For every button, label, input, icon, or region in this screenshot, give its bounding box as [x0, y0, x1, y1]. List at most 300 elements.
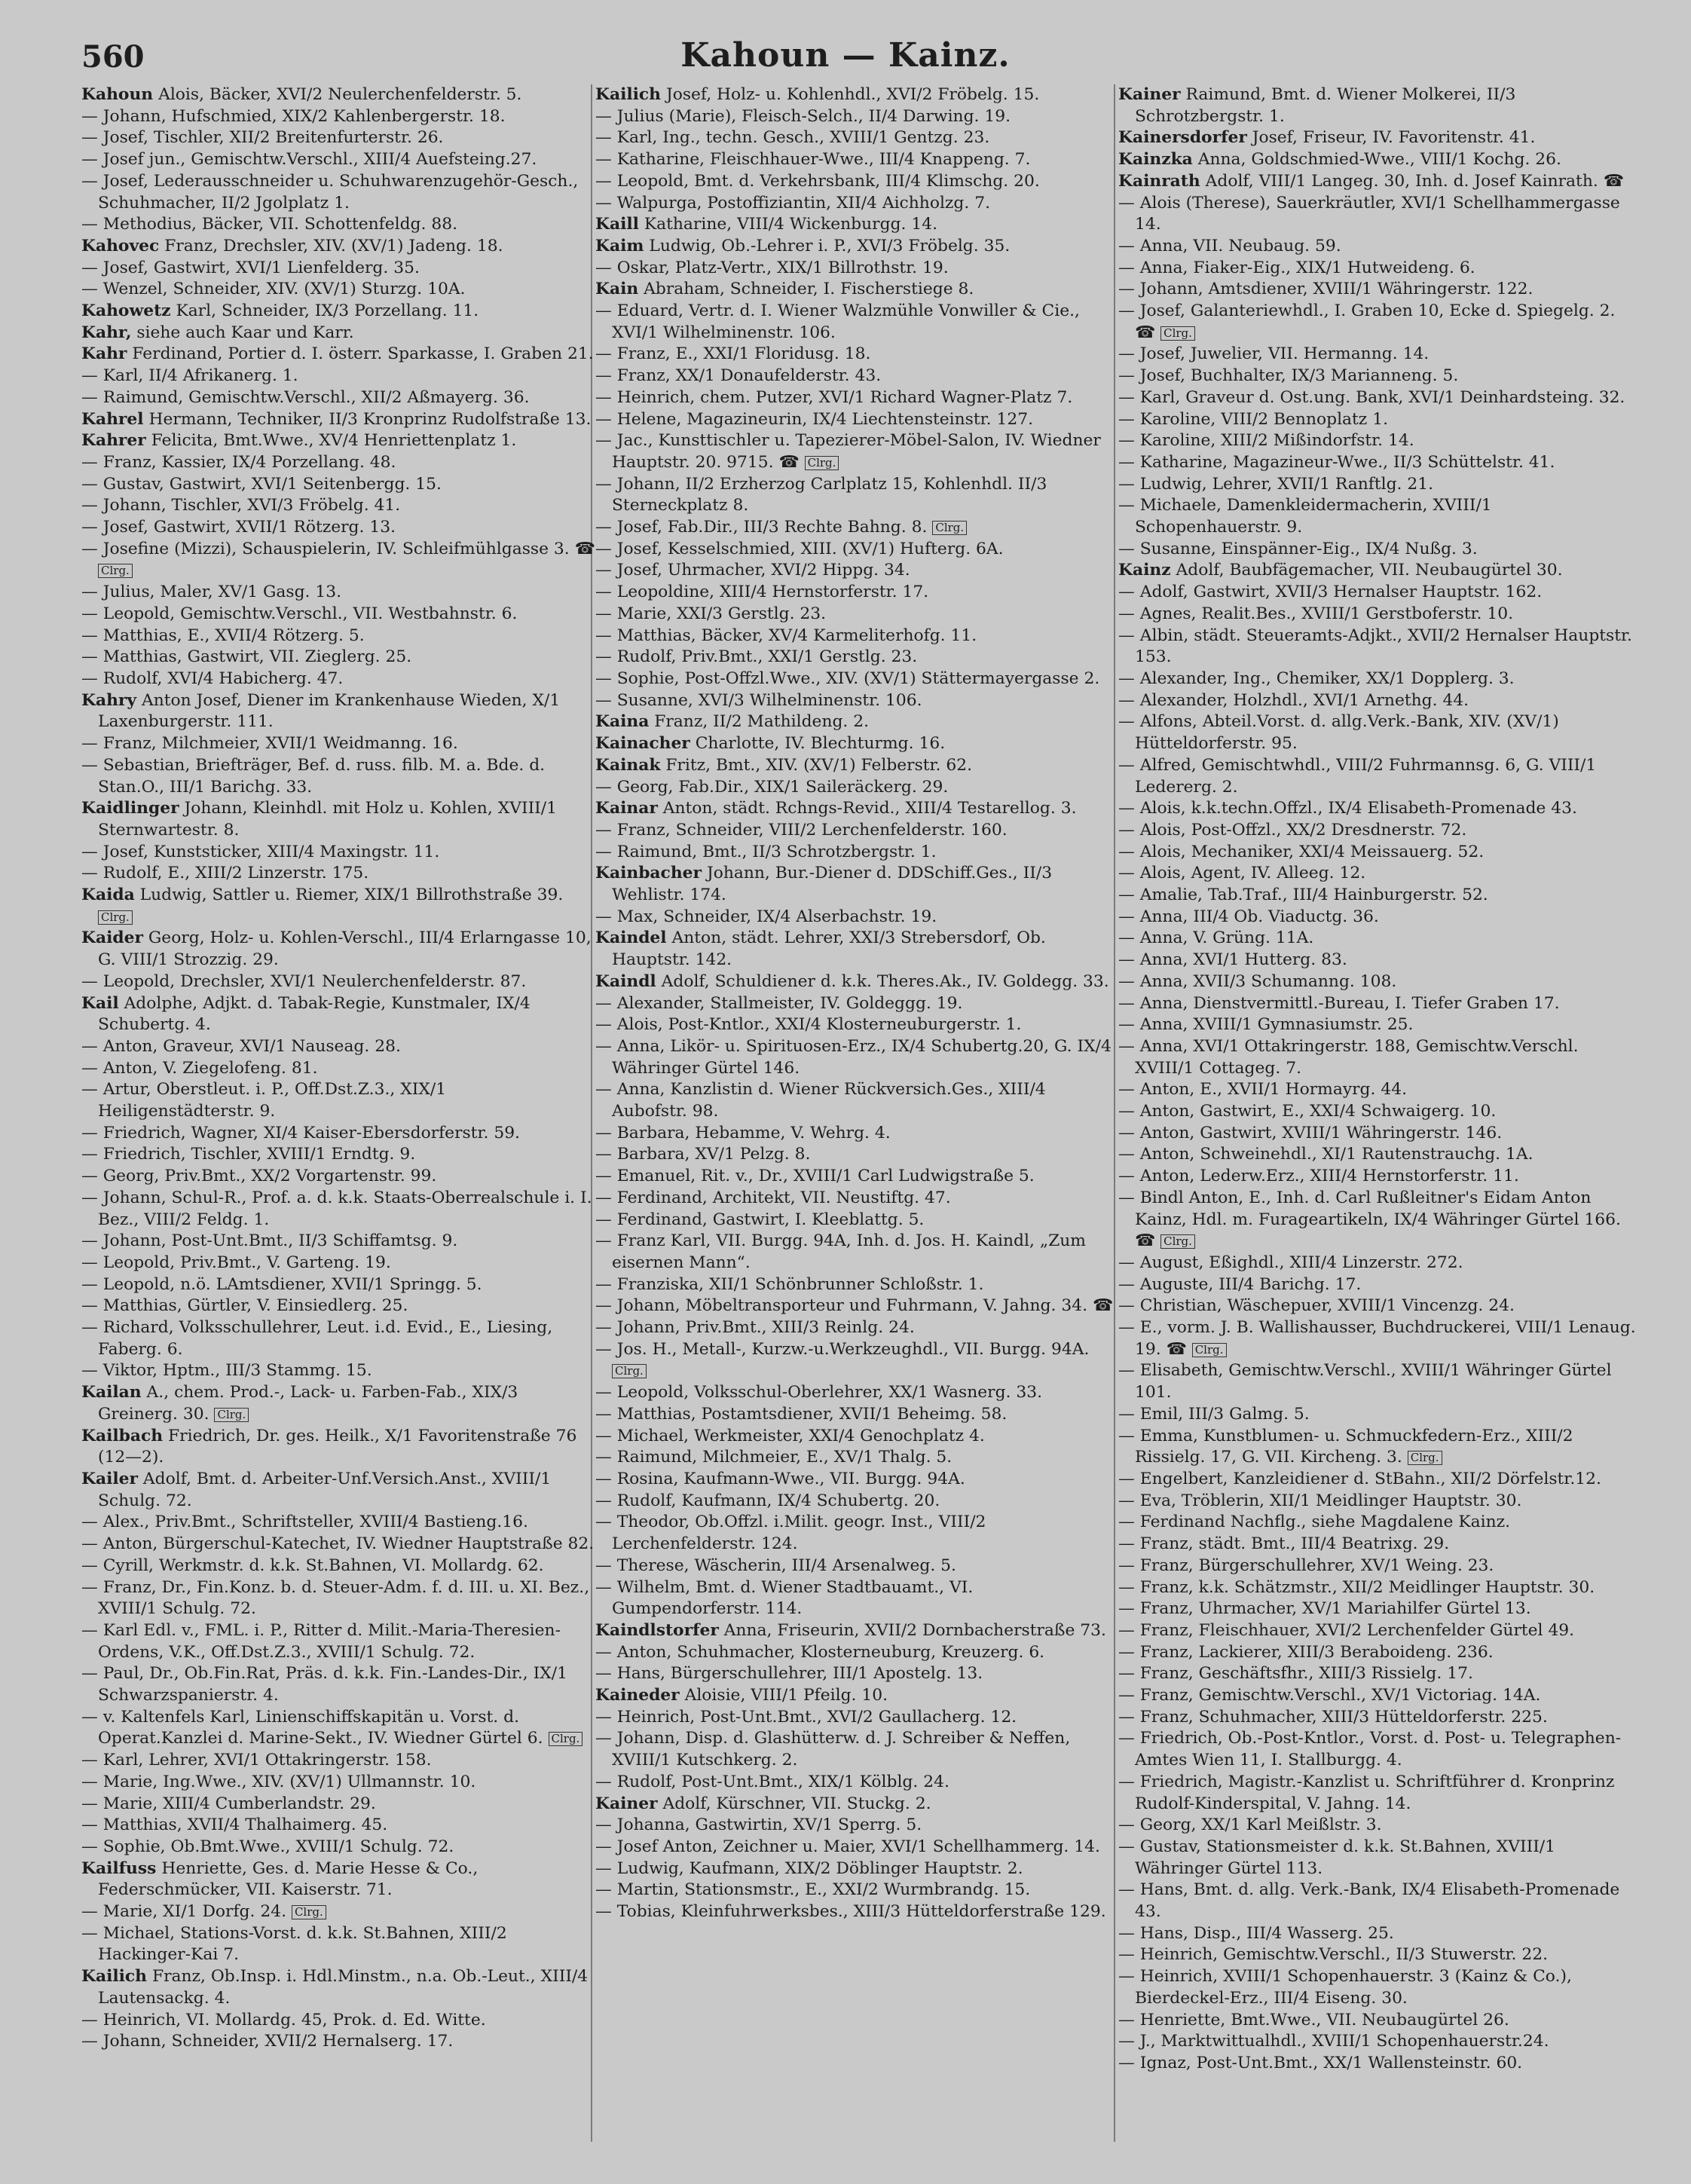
entry-surname: Kaill [595, 215, 639, 234]
entry-text: — Anton, E., XVII/1 Hormayrg. 44. [1118, 1080, 1408, 1100]
directory-entry [595, 127, 1115, 149]
entry-surname: Kainz [1118, 561, 1171, 580]
directory-entry [1118, 885, 1638, 907]
entry-text: — Anna, Kanzlistin d. Wiener Rückversich.Ges., XIII/4 Aubofstr. 98. [595, 1080, 1046, 1121]
entry-surname: Kainak [595, 755, 661, 775]
entry-text: — Agnes, Realit.Bes., XVIII/1 Gerstboferstr. 10. [1118, 604, 1514, 623]
entry-text: Ferdinand, Portier d. I. österr. Sparkasse, I. Graben 21. [127, 344, 594, 364]
entry-text: — Helene, Magazineurin, IX/4 Liechtensteinstr. 127. [595, 409, 1034, 429]
entry-surname: Kainer [595, 1794, 658, 1813]
directory-entry [81, 1750, 601, 1772]
entry-text: — Josef jun., Gemischtw.Verschl., XIII/4 Auefsteing.27. [81, 150, 537, 170]
directory-entry [595, 1837, 1115, 1858]
directory-entry [1118, 1663, 1638, 1685]
directory-entry [1118, 1944, 1638, 1966]
entry-surname: Kaineder [595, 1686, 680, 1705]
directory-entry [595, 1123, 1115, 1145]
entry-text: — Michael, Stations-Vorst. d. k.k. St.Bahnen, XIII/2 Hackinger-Kai 7. [81, 1923, 507, 1965]
directory-entry [595, 1317, 1115, 1339]
registered-badge: Clrg. [214, 1408, 249, 1422]
entry-text: — Michaele, Damenkleidermacherin, XVIII/1 Schopenhauerstr. 9. [1118, 496, 1492, 537]
directory-entry [1118, 1491, 1638, 1513]
directory-entry [81, 1901, 601, 1923]
telephone-icon: ☎ [569, 539, 595, 558]
entry-text: — Alois, Post-Kntlor., XXI/4 Klosterneuburgerstr. 1. [595, 1015, 1022, 1035]
directory-entry [595, 1815, 1115, 1837]
entry-text: — August, Eßighdl., XIII/4 Linzerstr. 272. [1118, 1253, 1463, 1272]
entry-surname: Kahovec [81, 236, 160, 255]
directory-entry [81, 690, 601, 733]
entry-surname: Kail [81, 993, 119, 1013]
entry-text: Franz, Ob.Insp. i. Hdl.Minstm., n.a. Ob.-Leut., XIII/4 Lautensackg. 4. [98, 1967, 589, 2008]
directory-entry [1118, 452, 1638, 474]
directory-entry [595, 279, 1115, 301]
directory-entry [1118, 258, 1638, 280]
directory-entry [81, 1188, 601, 1231]
directory-entry [81, 214, 601, 236]
entry-text: Katharine, VIII/4 Wickenburgg. 14. [638, 215, 938, 234]
entry-text: — Johann, Amtsdiener, XVIII/1 Währingerstr. 122. [1118, 280, 1534, 299]
entry-text: Johann, Kleinhdl. mit Holz u. Kohlen, XVIII/1 Sternwartestr. 8. [98, 799, 557, 840]
directory-entry [1118, 236, 1638, 258]
entry-text: — Josef, Uhrmacher, XVI/2 Hippg. 34. [595, 561, 910, 580]
entry-text: Felicita, Bmt.Wwe., XV/4 Henriettenplatz 1. [145, 431, 517, 451]
entry-text: — Sebastian, Briefträger, Bef. d. russ. filb. M. a. Bde. d. Stan.O., III/1 Barichg. 33. [81, 755, 546, 797]
entry-text: — Anton, Gastwirt, XVIII/1 Währingerstr. 146. [1118, 1123, 1503, 1142]
entry-surname: Kaindlstorfer [595, 1620, 719, 1640]
entry-text: — Anton, Schuhmacher, Klosterneuburg, Kreuzerg. 6. [595, 1642, 1045, 1662]
directory-entry [595, 1188, 1115, 1210]
directory-entry [81, 106, 601, 128]
entry-surname: Kainrath [1118, 171, 1200, 191]
entry-text: — Josef, Kesselschmied, XIII. (XV/1) Hufterg. 6A. [595, 539, 1004, 558]
entry-text: — Heinrich, Post-Unt.Bmt., XVI/2 Gaullacherg. 12. [595, 1707, 1017, 1727]
entry-text: — Heinrich, chem. Putzer, XVI/1 Richard Wagner-Platz 7. [595, 387, 1073, 407]
directory-entry [1118, 1620, 1638, 1642]
entry-text: — Marie, XIII/4 Cumberlandstr. 29. [81, 1794, 376, 1813]
directory-entry [81, 1058, 601, 1080]
directory-entry [595, 647, 1115, 668]
directory-entry [595, 1210, 1115, 1231]
entry-text: — Jac., Kunsttischler u. Tapezierer-Möbel-Salon, IV. Wiedner Hauptstr. 20. 9715. [595, 431, 1101, 472]
entry-text: — Karl, Ing., techn. Gesch., XVIII/1 Gentzg. 23. [595, 128, 990, 148]
directory-entry [595, 193, 1115, 215]
entry-text: — Leopold, Volksschul-Oberlehrer, XX/1 Wasnerg. 33. [595, 1383, 1043, 1402]
entry-text: — Emma, Kunstblumen- u. Schmuckfedern-Erz., XIII/2 Rissielg. 17, G. VII. Kircheng. 3. [1118, 1426, 1573, 1467]
entry-text: Georg, Holz- u. Kohlen-Verschl., III/4 Erlarngasse 10, G. VIII/1 Strozzig. 29. [98, 928, 592, 970]
directory-entry [595, 1707, 1115, 1729]
entry-text: — Friedrich, Wagner, XI/4 Kaiser-Ebersdorferstr. 59. [81, 1123, 520, 1142]
entry-text: — Methodius, Bäcker, VII. Schottenfeldg. 88. [81, 215, 458, 234]
directory-entry [81, 2031, 601, 2053]
entry-surname: Kainer [1118, 85, 1181, 104]
entry-text: — Anna, Likör- u. Spirituosen-Erz., IX/4 Schubertg.20, G. IX/4 Währinger Gürtel 146. [595, 1036, 1112, 1078]
entry-text: — Ludwig, Kaufmann, XIX/2 Döblinger Hauptstr. 2. [595, 1858, 1023, 1878]
entry-text: — Johann, Tischler, XVI/3 Fröbelg. 41. [81, 496, 401, 515]
entry-text: — Matthias, Gürtler, V. Einsiedlerg. 25. [81, 1296, 408, 1316]
entry-text: — Alois, Agent, IV. Alleeg. 12. [1118, 864, 1366, 883]
directory-entry [1118, 1707, 1638, 1729]
directory-entry [1118, 626, 1638, 668]
entry-text: — Sophie, Ob.Bmt.Wwe., XVIII/1 Schulg. 72. [81, 1837, 454, 1856]
directory-entry [1118, 2031, 1638, 2053]
directory-entry [81, 647, 601, 668]
entry-text: — Susanne, XVI/3 Wilhelminenstr. 106. [595, 690, 922, 710]
entry-surname: Kahry [81, 690, 137, 710]
entry-text: — Leopold, Drechsler, XVI/1 Neulerchenfelderstr. 87. [81, 971, 527, 991]
directory-entry [81, 258, 601, 280]
directory-entry [595, 820, 1115, 842]
directory-entry [595, 777, 1115, 799]
directory-entry [595, 387, 1115, 409]
directory-entry [81, 798, 601, 841]
entry-text: — Matthias, Postamtsdiener, XVII/1 Beheimg. 58. [595, 1404, 1008, 1424]
entry-text: — Wenzel, Schneider, XIV. (XV/1) Sturzg. 10A. [81, 280, 466, 299]
entry-text: — Cyrill, Werkmstr. d. k.k. St.Bahnen, VI. Mollardg. 62. [81, 1555, 544, 1575]
entry-text: — Karl, II/4 Afrikanerg. 1. [81, 366, 298, 386]
directory-entry [1118, 798, 1638, 820]
entry-text: — Franz, E., XXI/1 Floridusg. 18. [595, 344, 871, 364]
entry-surname: Kahr, [81, 323, 132, 342]
entry-text: — Josef, Gastwirt, XVII/1 Rötzerg. 13. [81, 518, 396, 537]
entry-text: — Rudolf, Kaufmann, IX/4 Schubertg. 20. [595, 1491, 940, 1510]
entry-text: — Matthias, E., XVII/4 Rötzerg. 5. [81, 626, 365, 645]
entry-text: — Josef, Buchhalter, IX/3 Marianneng. 5. [1118, 366, 1459, 386]
entry-text: — Leopold, n.ö. LAmtsdiener, XVII/1 Springg. 5. [81, 1274, 482, 1294]
directory-entry [81, 1231, 601, 1253]
directory-entry [1118, 1426, 1638, 1469]
entry-text: — Jos. H., Metall-, Kurzw.-u.Werkzeughdl., VII. Burgg. 94A. [595, 1339, 1090, 1359]
directory-entry [81, 1253, 601, 1274]
entry-text: — Matthias, Gastwirt, VII. Zieglerg. 25. [81, 647, 412, 667]
directory-entry [1118, 1555, 1638, 1577]
directory-entry [595, 214, 1115, 236]
entry-text: — Josef, Juwelier, VII. Hermanng. 14. [1118, 344, 1430, 364]
entry-text: — Anton, Graveur, XVI/1 Nauseag. 28. [81, 1036, 401, 1056]
entry-text: — Alex., Priv.Bmt., Schriftsteller, XVIII/4 Bastieng.16. [81, 1513, 528, 1532]
telephone-icon: ☎ [773, 452, 800, 472]
directory-entry [595, 149, 1115, 171]
directory-entry [1118, 1815, 1638, 1837]
entry-surname: Kaindl [595, 971, 656, 991]
telephone-icon: ☎ [1135, 1231, 1156, 1251]
entry-text: — Anna, XVIII/1 Gymnasiumstr. 25. [1118, 1015, 1414, 1035]
entry-text: — Anton, Gastwirt, E., XXI/4 Schwaigerg. 10. [1118, 1102, 1497, 1121]
entry-surname: Kahowetz [81, 301, 171, 321]
directory-entry [595, 409, 1115, 431]
telephone-icon: ☎ [1087, 1296, 1114, 1316]
telephone-icon: ☎ [1160, 1339, 1187, 1359]
directory-entry [81, 1512, 601, 1534]
entry-text: — Josef, Galanteriewhdl., I. Graben 10, Ecke d. Spiegelg. 2. [1118, 301, 1616, 321]
entry-surname: Kain [595, 280, 639, 299]
entry-text: — Anna, Fiaker-Eig., XIX/1 Hutweideng. 6. [1118, 258, 1475, 277]
directory-entry [1118, 2010, 1638, 2032]
entry-text: — Rosina, Kaufmann-Wwe., VII. Burgg. 94A. [595, 1470, 965, 1488]
entry-text: Adolf, Schuldiener d. k.k. Theres.Ak., IV. Goldegg. 33. [656, 971, 1109, 991]
directory-entry [595, 1231, 1115, 1274]
directory-entry [595, 258, 1115, 280]
directory-entry [595, 106, 1115, 128]
entry-text: — Raimund, Bmt., II/3 Schrotzbergstr. 1. [595, 842, 937, 861]
entry-text: Adolf, Bmt. d. Arbeiter-Unf.Versich.Anst., XVIII/1 Schulg. 72. [98, 1470, 552, 1510]
directory-entry [1118, 1772, 1638, 1815]
directory-entry [595, 1728, 1115, 1771]
directory-entry [81, 885, 601, 928]
directory-entry [81, 127, 601, 149]
entry-text: — Viktor, Hptm., III/3 Stammg. 15. [81, 1361, 372, 1381]
entry-text: Hermann, Techniker, II/3 Kronprinz Rudolfstraße 13. [143, 409, 592, 429]
directory-entry [595, 430, 1115, 473]
directory-entry [81, 452, 601, 474]
directory-entry [81, 1837, 601, 1858]
directory-entry [81, 604, 601, 626]
entry-text: — Eduard, Vertr. d. I. Wiener Walzmühle Vonwiller & Cie., XVI/1 Wilhelminenstr. 106. [595, 301, 1080, 342]
directory-entry [1118, 993, 1638, 1015]
directory-entry [81, 409, 601, 431]
entry-text: — Hans, Bmt. d. allg. Verk.-Bank, IX/4 Elisabeth-Promenade 43. [1118, 1880, 1620, 1922]
directory-entry [595, 971, 1115, 993]
entry-text: — Rudolf, Priv.Bmt., XXI/1 Gerstlg. 23. [595, 647, 918, 667]
directory-entry [595, 1382, 1115, 1404]
entry-surname: Kaindel [595, 928, 667, 948]
entry-text: — Johann, Post-Unt.Bmt., II/3 Schiffamtsg. 9. [81, 1231, 458, 1251]
registered-badge: Clrg. [1160, 1234, 1195, 1249]
entry-text: — Josef, Fab.Dir., III/3 Rechte Bahng. 8. [595, 518, 928, 537]
directory-entry [595, 1555, 1115, 1577]
directory-entry [81, 1577, 601, 1620]
entry-text: — Anna, VII. Neubaug. 59. [1118, 236, 1341, 255]
directory-entry [81, 626, 601, 647]
entry-text: — Franz, Kassier, IX/4 Porzellang. 48. [81, 452, 396, 472]
entry-text: — Franz Karl, VII. Burgg. 94A, Inh. d. Jos. H. Kaindl, „Zum eisernen Mann“. [595, 1231, 1086, 1272]
entry-text: — Alexander, Ing., Chemiker, XX/1 Dopplerg. 3. [1118, 668, 1515, 688]
directory-entry [1118, 1123, 1638, 1145]
entry-text: — Johanna, Gastwirtin, XV/1 Sperrg. 5. [595, 1815, 922, 1835]
registered-badge: Clrg. [932, 521, 967, 535]
entry-surname: Kailich [595, 85, 662, 104]
entry-text: — Franz, XX/1 Donaufelderstr. 43. [595, 366, 882, 386]
entry-text: — Anna, XVI/1 Hutterg. 83. [1118, 950, 1347, 970]
directory-entry [1118, 1923, 1638, 1945]
directory-entry [1118, 149, 1638, 171]
entry-text: Anna, Goldschmied-Wwe., VIII/1 Kochg. 26. [1192, 150, 1561, 170]
entry-text: — Heinrich, VI. Mollardg. 45, Prok. d. Ed. Witte. [81, 2010, 486, 2030]
entry-text: — Franz, Uhrmacher, XV/1 Mariahilfer Gürtel 13. [1118, 1599, 1531, 1619]
entry-text: — Karl Edl. v., FML. i. P., Ritter d. Milit.-Maria-Theresien-Ordens, V.K., Off.Dst.Z.3., XVIII/1 Schulg. 72. [81, 1620, 561, 1662]
directory-entry [1118, 668, 1638, 690]
directory-entry [81, 1966, 601, 2009]
entry-text: — Ludwig, Lehrer, XVII/1 Ranftlg. 21. [1118, 474, 1434, 494]
directory-entry [595, 928, 1115, 971]
directory-entry [81, 971, 601, 993]
directory-entry [1118, 560, 1638, 582]
directory-entry [1118, 842, 1638, 864]
entry-text: — Franz, Lackierer, XIII/3 Beraboideng. 236. [1118, 1642, 1494, 1662]
directory-entry [1118, 1404, 1638, 1426]
entry-text: — Engelbert, Kanzleidiener d. StBahn., XII/2 Dörfelstr.12. [1118, 1470, 1601, 1488]
directory-entry [81, 993, 601, 1036]
directory-entry [595, 1858, 1115, 1880]
entry-text: — Michael, Werkmeister, XXI/4 Genochplatz 4. [595, 1426, 985, 1445]
entry-text: — Franz, Bürgerschullehrer, XV/1 Weing. 23. [1118, 1555, 1494, 1575]
entry-text: — Max, Schneider, IX/4 Alserbachstr. 19. [595, 907, 937, 926]
entry-text: — Gustav, Stationsmeister d. k.k. St.Bahnen, XVIII/1 Währinger Gürtel 113. [1118, 1837, 1556, 1878]
directory-entry [1118, 1274, 1638, 1296]
directory-entry [595, 993, 1115, 1015]
directory-entry [595, 755, 1115, 777]
directory-entry [1118, 1360, 1638, 1403]
entry-text: — Paul, Dr., Ob.Fin.Rat, Präs. d. k.k. Fin.-Landes-Dir., IX/1 Schwarzspanierstr. 4. [81, 1664, 567, 1705]
entry-text: Anton, städt. Lehrer, XXI/3 Strebersdorf, Ob. Hauptstr. 142. [612, 928, 1046, 970]
directory-entry [81, 387, 601, 409]
directory-entry [595, 517, 1115, 539]
directory-entry [81, 1079, 601, 1122]
directory-entry [1118, 2053, 1638, 2075]
directory-entry [81, 344, 601, 366]
entry-text: — Henriette, Bmt.Wwe., VII. Neubaugürtel 26. [1118, 2010, 1509, 2030]
entry-text: — Ignaz, Post-Unt.Bmt., XX/1 Wallensteinstr. 60. [1118, 2053, 1523, 2072]
entry-text: — Ferdinand, Gastwirt, I. Kleeblattg. 5. [595, 1210, 925, 1229]
entry-text: — Josef, Lederausschneider u. Schuhwarenzugehör-Gesch., Schuhmacher, II/2 Jgolplatz 1. [81, 171, 579, 213]
entry-text: — Anton, Bürgerschul-Katechet, IV. Wiedner Hauptstraße 82. [81, 1534, 595, 1554]
entry-text: Adolphe, Adjkt. d. Tabak-Regie, Kunstmaler, IX/4 Schubertg. 4. [98, 993, 531, 1035]
entry-text: — Katharine, Magazineur-Wwe., II/3 Schüttelstr. 41. [1118, 452, 1555, 472]
entry-text: Adolf, VIII/1 Langeg. 30, Inh. d. Josef Kainrath. [1200, 171, 1598, 191]
directory-entry [595, 1295, 1115, 1317]
directory-entry [595, 1469, 1115, 1491]
entry-surname: Kailfuss [81, 1858, 157, 1878]
entry-text: — Georg, XX/1 Karl Meißlstr. 3. [1118, 1815, 1382, 1835]
entry-text: — Eva, Tröblerin, XII/1 Meidlinger Hauptstr. 30. [1118, 1491, 1522, 1510]
directory-entry [1118, 1101, 1638, 1123]
entry-text: — Artur, Oberstleut. i. P., Off.Dst.Z.3., XIX/1 Heiligenstädterstr. 9. [81, 1080, 447, 1121]
directory-entry [595, 1447, 1115, 1469]
entry-text: Charlotte, IV. Blechturmg. 16. [690, 734, 946, 754]
directory-entry [1118, 582, 1638, 604]
entry-text: — Friedrich, Magistr.-Kanzlist u. Schriftführer d. Kronprinz Rudolf-Kinderspital, V. Jahng. 14. [1118, 1772, 1615, 1813]
directory-entry [1118, 1188, 1638, 1253]
entry-text: Fritz, Bmt., XIV. (XV/1) Felberstr. 62. [660, 755, 973, 775]
directory-entry [81, 1426, 601, 1469]
entry-text: — v. Kaltenfels Karl, Linienschiffskapitän u. Vorst. d. Operat.Kanzlei d. Marine-Sekt., IV. Wiedner Gürtel 6. [81, 1707, 543, 1748]
entry-text: — Alois, k.k.techn.Offzl., IX/4 Elisabeth-Promenade 43. [1118, 799, 1577, 818]
entry-text: — Martin, Stationsmstr., E., XXI/2 Wurmbrandg. 15. [595, 1880, 1031, 1900]
directory-entry [1118, 301, 1638, 344]
entry-text: — Alois, Post-Offzl., XX/2 Dresdnerstr. 72. [1118, 820, 1467, 840]
directory-entry [1118, 1469, 1638, 1491]
entry-surname: Kainbacher [595, 864, 702, 883]
entry-text: — Barbara, XV/1 Pelzg. 8. [595, 1145, 811, 1164]
entry-text: — Rudolf, E., XIII/2 Linzerstr. 175. [81, 864, 369, 883]
directory-entry [1118, 539, 1638, 561]
entry-text: — Anton, V. Ziegelofeng. 81. [81, 1058, 318, 1078]
entry-text: — Raimund, Gemischtw.Verschl., XII/2 Aßmayerg. 36. [81, 387, 530, 407]
entry-text: — Anna, V. Grüng. 11A. [1118, 928, 1314, 948]
entry-text: — Anton, Lederw.Erz., XIII/4 Hernstorferstr. 11. [1118, 1167, 1519, 1186]
entry-text: — Alois (Therese), Sauerkräutler, XVI/1 Schellhammergasse 14. [1118, 193, 1620, 234]
entry-text: — Emanuel, Rit. v., Dr., XVIII/1 Carl Ludwigstraße 5. [595, 1167, 1035, 1186]
registered-badge: Clrg. [549, 1732, 583, 1746]
directory-entry [1118, 950, 1638, 971]
directory-entry [1118, 474, 1638, 496]
directory-entry [595, 1880, 1115, 1901]
directory-entry [595, 1491, 1115, 1513]
entry-text: — Johann, Schul-R., Prof. a. d. k.k. Staats-Oberrealschule i. I. Bez., VIII/2 Feldg. 1. [81, 1188, 592, 1229]
entry-text: — Leopold, Bmt. d. Verkehrsbank, III/4 Klimschg. 20. [595, 171, 1040, 191]
entry-text: — Julius, Maler, XV/1 Gasg. 13. [81, 583, 342, 602]
directory-entry [595, 668, 1115, 690]
entry-text: — Rudolf, Post-Unt.Bmt., XIX/1 Kölblg. 24. [595, 1772, 949, 1791]
column-2 [595, 84, 1115, 1923]
entry-text: Karl, Schneider, IX/3 Porzellang. 11. [170, 301, 479, 321]
directory-entry [81, 1555, 601, 1577]
directory-entry [81, 668, 601, 690]
directory-entry [1118, 1144, 1638, 1166]
entry-text: — Wilhelm, Bmt. d. Wiener Stadtbauamt., VI. Gumpendorferstr. 114. [595, 1577, 974, 1619]
entry-surname: Kainersdorfer [1118, 128, 1247, 148]
directory-entry [81, 1274, 601, 1296]
entry-text: — Matthias, XVII/4 Thalhaimerg. 45. [81, 1815, 388, 1835]
registered-badge: Clrg. [292, 1905, 326, 1919]
entry-text: — Franz, Gemischtw.Verschl., XV/1 Victoriag. 14A. [1118, 1686, 1541, 1705]
directory-entry [81, 1382, 601, 1425]
entry-text: — Anton, Schweinehdl., XI/1 Rautenstrauchg. 1A. [1118, 1145, 1534, 1164]
running-head: Kahoun — Kainz. [680, 36, 1011, 75]
entry-surname: Kahrer [81, 431, 146, 451]
directory-entry [81, 1360, 601, 1382]
entry-text: — Friedrich, Tischler, XVIII/1 Erndtg. 9. [81, 1145, 416, 1164]
directory-entry [595, 1663, 1115, 1685]
directory-entry [81, 1858, 601, 1901]
entry-text: — Franz, städt. Bmt., III/4 Beatrixg. 29. [1118, 1534, 1450, 1554]
directory-entry [595, 1577, 1115, 1620]
registered-badge: Clrg. [612, 1364, 647, 1378]
entry-text: — Raimund, Milchmeier, E., XV/1 Thalg. 5. [595, 1448, 953, 1467]
directory-entry [595, 560, 1115, 582]
directory-entry [595, 1642, 1115, 1664]
entry-text: siehe auch Kaar und Karr. [131, 323, 354, 342]
entry-text: — Johann, II/2 Erzherzog Carlplatz 15, Kohlenhdl. II/3 Sterneckplatz 8. [595, 474, 1047, 515]
entry-text: — Ferdinand Nachflg., siehe Magdalene Kainz. [1118, 1513, 1511, 1532]
directory-entry [595, 539, 1115, 561]
entry-surname: Kaina [595, 712, 650, 732]
entry-text: — Gustav, Gastwirt, XVI/1 Seitenbergg. 15. [81, 474, 442, 494]
entry-surname: Kaidlinger [81, 799, 179, 818]
directory-entry [81, 495, 601, 517]
entry-text: — Walpurga, Postoffiziantin, XII/4 Aichholzg. 7. [595, 193, 991, 213]
entry-text: — Josef, Kunststicker, XIII/4 Maxingstr. 11. [81, 842, 440, 861]
directory-entry [81, 755, 601, 798]
directory-entry [1118, 1880, 1638, 1922]
directory-entry [81, 1295, 601, 1317]
entry-text: — Alfred, Gemischtwhdl., VIII/2 Fuhrmannsg. 6, G. VIII/1 Ledererg. 2. [1118, 755, 1597, 797]
entry-text: — Franziska, XII/1 Schönbrunner Schloßstr. 1. [595, 1274, 984, 1294]
directory-entry [81, 863, 601, 885]
directory-entry [81, 171, 601, 214]
entry-text: — Karl, Lehrer, XVI/1 Ottakringerstr. 158. [81, 1751, 432, 1770]
directory-entry [1118, 1036, 1638, 1079]
entry-text: Friedrich, Dr. ges. Heilk., X/1 Favoritenstraße 76 (12—2). [98, 1426, 577, 1467]
entry-text: Ludwig, Ob.-Lehrer i. P., XVI/3 Fröbelg. 35. [644, 236, 1011, 255]
directory-entry [81, 301, 601, 323]
directory-entry [1118, 387, 1638, 409]
entry-surname: Kailer [81, 1470, 138, 1488]
directory-entry [595, 236, 1115, 258]
entry-text: — Marie, Ing.Wwe., XIV. (XV/1) Ullmannstr. 10. [81, 1772, 476, 1791]
directory-entry [81, 366, 601, 387]
directory-entry [81, 323, 601, 344]
